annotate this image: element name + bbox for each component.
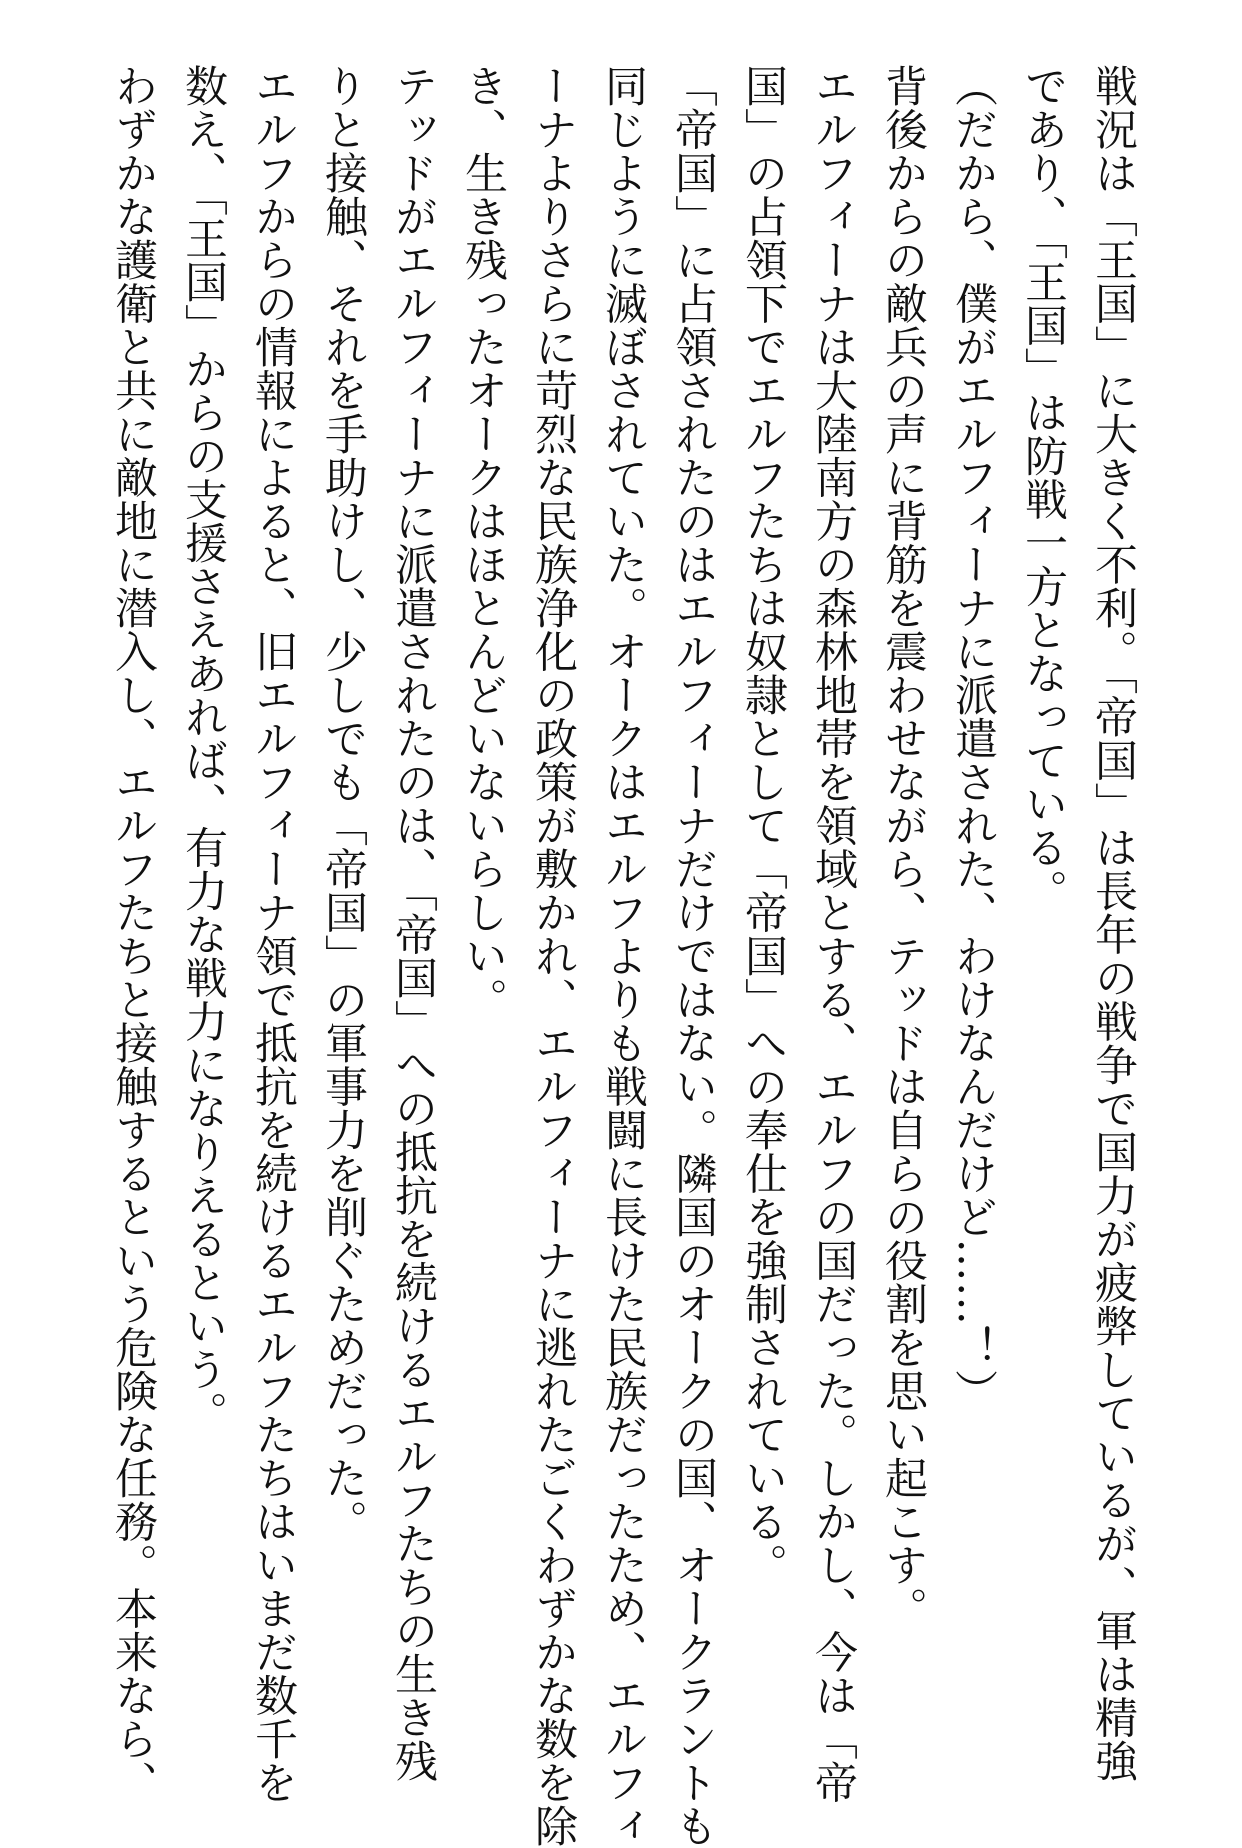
text-line: 背後からの敵兵の声に背筋を震わせながら、テッドは自らの役割を思い起こす。 <box>878 64 928 1630</box>
text-line: 数え、「王国」からの支援さえあれば、有力な戦力になりえるという。 <box>178 64 228 1435</box>
text-line: 同じように滅ぼされていた。オークはエルフよりも戦闘に長けた民族だったため、エルフィ <box>598 64 648 1848</box>
text-line: き、生き残ったオークはほとんどいないらしい。 <box>458 64 508 1021</box>
text-line: ーナよりさらに苛烈な民族浄化の政策が敷かれ、エルフィーナに逃れたごくわずかな数を除 <box>528 64 578 1848</box>
text-line: であり、「王国」は防戦一方となっている。 <box>1018 64 1068 913</box>
text-line: 国」の占領下でエルフたちは奴隷として「帝国」への奉仕を強制されている。 <box>738 64 788 1587</box>
text-line: エルフからの情報によると、旧エルフィーナ領で抵抗を続けるエルフたちはいまだ数千を <box>248 64 298 1804</box>
text-line: エルフィーナは大陸南方の森林地帯を領域とする、エルフの国だった。しかし、今は「帝 <box>808 64 858 1804</box>
text-line: （だから、僕がエルフィーナに派遣された、わけなんだけど……！） <box>948 64 998 1413</box>
text-line: テッドがエルフィーナに派遣されたのは、「帝国」への抵抗を続けるエルフたちの生き残 <box>388 64 438 1783</box>
text-line: りと接触、それを手助けし、少しでも「帝国」の軍事力を削ぐためだった。 <box>318 64 368 1543</box>
text-line: 戦況は「王国」に大きく不利。「帝国」は長年の戦争で国力が疲弊しているが、軍は精強 <box>1088 64 1138 1783</box>
vertical-text-body <box>98 64 1148 1848</box>
text-line: わずかな護衛と共に敵地に潜入し、エルフたちと接触するという危険な任務。本来なら、 <box>108 64 158 1804</box>
text-line: 「帝国」に占領されたのはエルフィーナだけではない。隣国のオークの国、オークラントも <box>668 64 718 1848</box>
